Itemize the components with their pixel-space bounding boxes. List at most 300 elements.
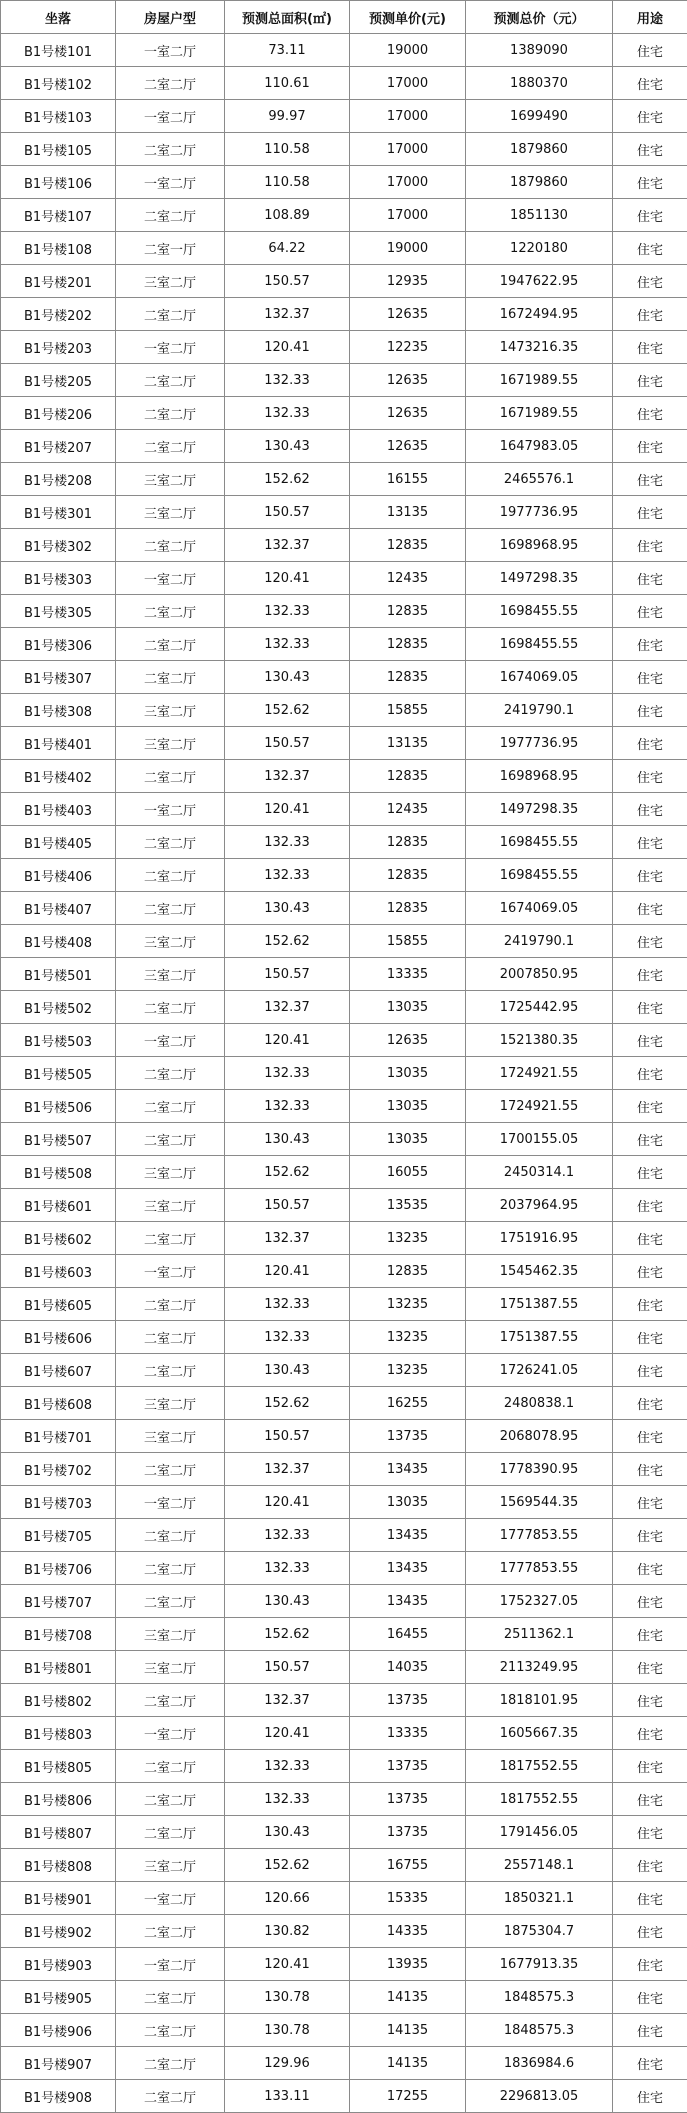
area-cell: 132.33 xyxy=(225,1057,350,1090)
header-area: 预测总面积(㎡) xyxy=(225,1,350,34)
layout-cell: 二室二厅 xyxy=(116,2014,225,2047)
unit-price-cell: 12635 xyxy=(350,397,466,430)
usage-cell: 住宅 xyxy=(613,166,687,199)
total-price-cell: 1947622.95 xyxy=(466,265,613,298)
total-price-cell: 1752327.05 xyxy=(466,1585,613,1618)
layout-cell: 二室二厅 xyxy=(116,1816,225,1849)
usage-cell: 住宅 xyxy=(613,1948,687,1981)
total-price-cell: 2419790.1 xyxy=(466,694,613,727)
unit-price-cell: 14135 xyxy=(350,1981,466,2014)
location-cell: B1号楼701 xyxy=(1,1420,116,1453)
table-body xyxy=(1,34,687,2113)
layout-cell: 一室二厅 xyxy=(116,1717,225,1750)
layout-cell: 二室二厅 xyxy=(116,1684,225,1717)
unit-price-cell: 14035 xyxy=(350,1651,466,1684)
total-price-cell: 2511362.1 xyxy=(466,1618,613,1651)
unit-price-cell: 13035 xyxy=(350,1057,466,1090)
usage-cell: 住宅 xyxy=(613,859,687,892)
table-row xyxy=(1,1585,687,1618)
unit-price-cell: 12835 xyxy=(350,529,466,562)
layout-cell: 三室二厅 xyxy=(116,463,225,496)
total-price-cell: 1848575.3 xyxy=(466,1981,613,2014)
location-cell: B1号楼105 xyxy=(1,133,116,166)
unit-price-cell: 13735 xyxy=(350,1816,466,1849)
total-price-cell: 1817552.55 xyxy=(466,1783,613,1816)
table-row xyxy=(1,958,687,991)
area-cell: 152.62 xyxy=(225,1849,350,1882)
layout-cell: 二室二厅 xyxy=(116,2047,225,2080)
location-cell: B1号楼607 xyxy=(1,1354,116,1387)
table-row xyxy=(1,1057,687,1090)
area-cell: 132.33 xyxy=(225,1321,350,1354)
location-cell: B1号楼407 xyxy=(1,892,116,925)
total-price-cell: 1818101.95 xyxy=(466,1684,613,1717)
total-price-cell: 1850321.1 xyxy=(466,1882,613,1915)
usage-cell: 住宅 xyxy=(613,1387,687,1420)
usage-cell: 住宅 xyxy=(613,1024,687,1057)
table-row xyxy=(1,397,687,430)
layout-cell: 二室二厅 xyxy=(116,991,225,1024)
usage-cell: 住宅 xyxy=(613,133,687,166)
layout-cell: 二室二厅 xyxy=(116,1552,225,1585)
unit-price-cell: 16455 xyxy=(350,1618,466,1651)
layout-cell: 二室二厅 xyxy=(116,2080,225,2113)
usage-cell: 住宅 xyxy=(613,1453,687,1486)
area-cell: 132.33 xyxy=(225,1552,350,1585)
layout-cell: 一室二厅 xyxy=(116,1948,225,1981)
unit-price-cell: 16155 xyxy=(350,463,466,496)
unit-price-cell: 13335 xyxy=(350,958,466,991)
location-cell: B1号楼806 xyxy=(1,1783,116,1816)
area-cell: 130.43 xyxy=(225,1816,350,1849)
location-cell: B1号楼903 xyxy=(1,1948,116,1981)
total-price-cell: 1879860 xyxy=(466,133,613,166)
table-row xyxy=(1,1981,687,2014)
layout-cell: 二室二厅 xyxy=(116,892,225,925)
usage-cell: 住宅 xyxy=(613,331,687,364)
usage-cell: 住宅 xyxy=(613,991,687,1024)
layout-cell: 三室二厅 xyxy=(116,1651,225,1684)
table-row xyxy=(1,2080,687,2113)
layout-cell: 三室二厅 xyxy=(116,1849,225,1882)
total-price-cell: 1497298.35 xyxy=(466,562,613,595)
table-row xyxy=(1,1189,687,1222)
unit-price-cell: 14135 xyxy=(350,2047,466,2080)
area-cell: 120.41 xyxy=(225,562,350,595)
usage-cell: 住宅 xyxy=(613,958,687,991)
area-cell: 99.97 xyxy=(225,100,350,133)
area-cell: 150.57 xyxy=(225,265,350,298)
area-cell: 130.78 xyxy=(225,2014,350,2047)
usage-cell: 住宅 xyxy=(613,826,687,859)
unit-price-cell: 13035 xyxy=(350,1123,466,1156)
location-cell: B1号楼406 xyxy=(1,859,116,892)
unit-price-cell: 12635 xyxy=(350,1024,466,1057)
location-cell: B1号楼106 xyxy=(1,166,116,199)
total-price-cell: 1791456.05 xyxy=(466,1816,613,1849)
area-cell: 120.41 xyxy=(225,1717,350,1750)
area-cell: 152.62 xyxy=(225,1156,350,1189)
area-cell: 120.41 xyxy=(225,331,350,364)
unit-price-cell: 12935 xyxy=(350,265,466,298)
layout-cell: 三室二厅 xyxy=(116,694,225,727)
usage-cell: 住宅 xyxy=(613,232,687,265)
header-total-price: 预测总价（元） xyxy=(466,1,613,34)
usage-cell: 住宅 xyxy=(613,1849,687,1882)
layout-cell: 一室二厅 xyxy=(116,1255,225,1288)
header-location: 坐落 xyxy=(1,1,116,34)
total-price-cell: 1698455.55 xyxy=(466,628,613,661)
total-price-cell: 2037964.95 xyxy=(466,1189,613,1222)
table-row xyxy=(1,34,687,67)
layout-cell: 三室二厅 xyxy=(116,265,225,298)
total-price-cell: 1777853.55 xyxy=(466,1519,613,1552)
usage-cell: 住宅 xyxy=(613,925,687,958)
table-row xyxy=(1,1849,687,1882)
table-row xyxy=(1,2047,687,2080)
layout-cell: 一室二厅 xyxy=(116,1024,225,1057)
usage-cell: 住宅 xyxy=(613,1585,687,1618)
total-price-cell: 1724921.55 xyxy=(466,1057,613,1090)
unit-price-cell: 13235 xyxy=(350,1354,466,1387)
usage-cell: 住宅 xyxy=(613,562,687,595)
usage-cell: 住宅 xyxy=(613,727,687,760)
location-cell: B1号楼306 xyxy=(1,628,116,661)
table-row xyxy=(1,199,687,232)
usage-cell: 住宅 xyxy=(613,1222,687,1255)
location-cell: B1号楼206 xyxy=(1,397,116,430)
unit-price-cell: 16755 xyxy=(350,1849,466,1882)
total-price-cell: 1817552.55 xyxy=(466,1750,613,1783)
usage-cell: 住宅 xyxy=(613,2047,687,2080)
total-price-cell: 1389090 xyxy=(466,34,613,67)
layout-cell: 三室二厅 xyxy=(116,925,225,958)
unit-price-cell: 14135 xyxy=(350,2014,466,2047)
layout-cell: 二室二厅 xyxy=(116,1123,225,1156)
usage-cell: 住宅 xyxy=(613,496,687,529)
total-price-cell: 1497298.35 xyxy=(466,793,613,826)
location-cell: B1号楼108 xyxy=(1,232,116,265)
location-cell: B1号楼908 xyxy=(1,2080,116,2113)
total-price-cell: 1777853.55 xyxy=(466,1552,613,1585)
location-cell: B1号楼402 xyxy=(1,760,116,793)
unit-price-cell: 12835 xyxy=(350,760,466,793)
unit-price-cell: 13235 xyxy=(350,1288,466,1321)
total-price-cell: 2450314.1 xyxy=(466,1156,613,1189)
layout-cell: 二室二厅 xyxy=(116,1585,225,1618)
unit-price-cell: 15855 xyxy=(350,925,466,958)
header-unit-price: 预测单价(元) xyxy=(350,1,466,34)
table-row xyxy=(1,727,687,760)
unit-price-cell: 12635 xyxy=(350,298,466,331)
table-row xyxy=(1,1156,687,1189)
unit-price-cell: 13435 xyxy=(350,1453,466,1486)
layout-cell: 一室二厅 xyxy=(116,331,225,364)
area-cell: 129.96 xyxy=(225,2047,350,2080)
total-price-cell: 1674069.05 xyxy=(466,892,613,925)
area-cell: 152.62 xyxy=(225,463,350,496)
unit-price-cell: 13735 xyxy=(350,1684,466,1717)
table-row xyxy=(1,1321,687,1354)
total-price-cell: 1671989.55 xyxy=(466,364,613,397)
layout-cell: 二室二厅 xyxy=(116,1222,225,1255)
location-cell: B1号楼905 xyxy=(1,1981,116,2014)
usage-cell: 住宅 xyxy=(613,1981,687,2014)
location-cell: B1号楼501 xyxy=(1,958,116,991)
total-price-cell: 2296813.05 xyxy=(466,2080,613,2113)
location-cell: B1号楼308 xyxy=(1,694,116,727)
layout-cell: 一室二厅 xyxy=(116,166,225,199)
layout-cell: 二室二厅 xyxy=(116,397,225,430)
area-cell: 73.11 xyxy=(225,34,350,67)
table-row xyxy=(1,1420,687,1453)
unit-price-cell: 13335 xyxy=(350,1717,466,1750)
total-price-cell: 1751916.95 xyxy=(466,1222,613,1255)
layout-cell: 一室二厅 xyxy=(116,1486,225,1519)
layout-cell: 二室二厅 xyxy=(116,1750,225,1783)
table-row xyxy=(1,1717,687,1750)
layout-cell: 一室二厅 xyxy=(116,34,225,67)
area-cell: 152.62 xyxy=(225,694,350,727)
table-row xyxy=(1,1552,687,1585)
location-cell: B1号楼901 xyxy=(1,1882,116,1915)
usage-cell: 住宅 xyxy=(613,1288,687,1321)
area-cell: 150.57 xyxy=(225,1420,350,1453)
layout-cell: 三室二厅 xyxy=(116,1420,225,1453)
layout-cell: 二室二厅 xyxy=(116,1354,225,1387)
unit-price-cell: 12835 xyxy=(350,595,466,628)
layout-cell: 二室二厅 xyxy=(116,298,225,331)
usage-cell: 住宅 xyxy=(613,1420,687,1453)
usage-cell: 住宅 xyxy=(613,1354,687,1387)
location-cell: B1号楼603 xyxy=(1,1255,116,1288)
table-row xyxy=(1,925,687,958)
table-header xyxy=(1,1,687,34)
unit-price-cell: 15855 xyxy=(350,694,466,727)
unit-price-cell: 13735 xyxy=(350,1783,466,1816)
table-row xyxy=(1,100,687,133)
location-cell: B1号楼401 xyxy=(1,727,116,760)
total-price-cell: 1700155.05 xyxy=(466,1123,613,1156)
table-row xyxy=(1,133,687,166)
layout-cell: 三室二厅 xyxy=(116,1618,225,1651)
table-row xyxy=(1,1255,687,1288)
area-cell: 130.43 xyxy=(225,430,350,463)
table-row xyxy=(1,1915,687,1948)
area-cell: 110.58 xyxy=(225,133,350,166)
location-cell: B1号楼602 xyxy=(1,1222,116,1255)
table-row xyxy=(1,1948,687,1981)
area-cell: 132.37 xyxy=(225,529,350,562)
area-cell: 132.33 xyxy=(225,628,350,661)
area-cell: 132.37 xyxy=(225,298,350,331)
layout-cell: 三室二厅 xyxy=(116,1387,225,1420)
table-row xyxy=(1,1387,687,1420)
unit-price-cell: 12835 xyxy=(350,892,466,925)
area-cell: 132.33 xyxy=(225,1519,350,1552)
location-cell: B1号楼703 xyxy=(1,1486,116,1519)
usage-cell: 住宅 xyxy=(613,694,687,727)
layout-cell: 二室二厅 xyxy=(116,628,225,661)
table-row xyxy=(1,760,687,793)
location-cell: B1号楼505 xyxy=(1,1057,116,1090)
area-cell: 132.33 xyxy=(225,595,350,628)
table-row xyxy=(1,166,687,199)
area-cell: 132.33 xyxy=(225,1288,350,1321)
usage-cell: 住宅 xyxy=(613,760,687,793)
header-usage: 用途 xyxy=(613,1,687,34)
table-row xyxy=(1,232,687,265)
layout-cell: 二室二厅 xyxy=(116,430,225,463)
unit-price-cell: 12635 xyxy=(350,430,466,463)
location-cell: B1号楼902 xyxy=(1,1915,116,1948)
location-cell: B1号楼408 xyxy=(1,925,116,958)
usage-cell: 住宅 xyxy=(613,1915,687,1948)
area-cell: 120.41 xyxy=(225,1948,350,1981)
table-row xyxy=(1,1750,687,1783)
location-cell: B1号楼503 xyxy=(1,1024,116,1057)
usage-cell: 住宅 xyxy=(613,595,687,628)
table-row xyxy=(1,892,687,925)
unit-price-cell: 15335 xyxy=(350,1882,466,1915)
table-row xyxy=(1,991,687,1024)
total-price-cell: 2007850.95 xyxy=(466,958,613,991)
total-price-cell: 1698455.55 xyxy=(466,859,613,892)
table-row xyxy=(1,793,687,826)
location-cell: B1号楼101 xyxy=(1,34,116,67)
total-price-cell: 1724921.55 xyxy=(466,1090,613,1123)
layout-cell: 二室二厅 xyxy=(116,595,225,628)
layout-cell: 三室二厅 xyxy=(116,727,225,760)
location-cell: B1号楼906 xyxy=(1,2014,116,2047)
layout-cell: 二室一厅 xyxy=(116,232,225,265)
unit-price-cell: 13235 xyxy=(350,1222,466,1255)
table-row xyxy=(1,67,687,100)
table-row xyxy=(1,463,687,496)
usage-cell: 住宅 xyxy=(613,628,687,661)
layout-cell: 二室二厅 xyxy=(116,1519,225,1552)
location-cell: B1号楼702 xyxy=(1,1453,116,1486)
usage-cell: 住宅 xyxy=(613,100,687,133)
unit-price-cell: 13435 xyxy=(350,1585,466,1618)
table-row xyxy=(1,1222,687,1255)
location-cell: B1号楼707 xyxy=(1,1585,116,1618)
total-price-cell: 1725442.95 xyxy=(466,991,613,1024)
usage-cell: 住宅 xyxy=(613,463,687,496)
total-price-cell: 1977736.95 xyxy=(466,727,613,760)
table-row xyxy=(1,826,687,859)
location-cell: B1号楼507 xyxy=(1,1123,116,1156)
unit-price-cell: 13735 xyxy=(350,1420,466,1453)
location-cell: B1号楼302 xyxy=(1,529,116,562)
usage-cell: 住宅 xyxy=(613,1882,687,1915)
table-row xyxy=(1,2014,687,2047)
location-cell: B1号楼808 xyxy=(1,1849,116,1882)
usage-cell: 住宅 xyxy=(613,1783,687,1816)
usage-cell: 住宅 xyxy=(613,661,687,694)
total-price-cell: 1778390.95 xyxy=(466,1453,613,1486)
area-cell: 150.57 xyxy=(225,958,350,991)
unit-price-cell: 13035 xyxy=(350,1090,466,1123)
table-row xyxy=(1,1090,687,1123)
area-cell: 132.37 xyxy=(225,991,350,1024)
location-cell: B1号楼208 xyxy=(1,463,116,496)
layout-cell: 二室二厅 xyxy=(116,133,225,166)
unit-price-cell: 13135 xyxy=(350,727,466,760)
area-cell: 132.33 xyxy=(225,1750,350,1783)
layout-cell: 二室二厅 xyxy=(116,1915,225,1948)
area-cell: 152.62 xyxy=(225,1618,350,1651)
area-cell: 130.43 xyxy=(225,1123,350,1156)
total-price-cell: 1851130 xyxy=(466,199,613,232)
usage-cell: 住宅 xyxy=(613,1321,687,1354)
usage-cell: 住宅 xyxy=(613,1057,687,1090)
table-row xyxy=(1,529,687,562)
unit-price-cell: 12435 xyxy=(350,793,466,826)
usage-cell: 住宅 xyxy=(613,1618,687,1651)
location-cell: B1号楼801 xyxy=(1,1651,116,1684)
usage-cell: 住宅 xyxy=(613,67,687,100)
area-cell: 132.33 xyxy=(225,397,350,430)
usage-cell: 住宅 xyxy=(613,1519,687,1552)
layout-cell: 一室二厅 xyxy=(116,1882,225,1915)
table-row xyxy=(1,1486,687,1519)
table-row xyxy=(1,496,687,529)
usage-cell: 住宅 xyxy=(613,1123,687,1156)
total-price-cell: 1672494.95 xyxy=(466,298,613,331)
location-cell: B1号楼205 xyxy=(1,364,116,397)
table-row xyxy=(1,661,687,694)
unit-price-cell: 13235 xyxy=(350,1321,466,1354)
area-cell: 120.41 xyxy=(225,1024,350,1057)
total-price-cell: 1473216.35 xyxy=(466,331,613,364)
unit-price-cell: 19000 xyxy=(350,232,466,265)
location-cell: B1号楼502 xyxy=(1,991,116,1024)
usage-cell: 住宅 xyxy=(613,1552,687,1585)
layout-cell: 二室二厅 xyxy=(116,199,225,232)
unit-price-cell: 13035 xyxy=(350,1486,466,1519)
usage-cell: 住宅 xyxy=(613,1486,687,1519)
unit-price-cell: 13535 xyxy=(350,1189,466,1222)
area-cell: 130.43 xyxy=(225,1585,350,1618)
unit-price-cell: 13735 xyxy=(350,1750,466,1783)
layout-cell: 二室二厅 xyxy=(116,1090,225,1123)
usage-cell: 住宅 xyxy=(613,430,687,463)
area-cell: 130.43 xyxy=(225,1354,350,1387)
unit-price-cell: 16255 xyxy=(350,1387,466,1420)
location-cell: B1号楼102 xyxy=(1,67,116,100)
area-cell: 110.61 xyxy=(225,67,350,100)
layout-cell: 三室二厅 xyxy=(116,496,225,529)
area-cell: 132.33 xyxy=(225,1090,350,1123)
usage-cell: 住宅 xyxy=(613,1156,687,1189)
area-cell: 110.58 xyxy=(225,166,350,199)
area-cell: 130.82 xyxy=(225,1915,350,1948)
area-cell: 120.66 xyxy=(225,1882,350,1915)
usage-cell: 住宅 xyxy=(613,34,687,67)
table-row xyxy=(1,265,687,298)
total-price-cell: 1698968.95 xyxy=(466,760,613,793)
location-cell: B1号楼207 xyxy=(1,430,116,463)
location-cell: B1号楼803 xyxy=(1,1717,116,1750)
location-cell: B1号楼608 xyxy=(1,1387,116,1420)
area-cell: 132.33 xyxy=(225,826,350,859)
area-cell: 132.33 xyxy=(225,859,350,892)
unit-price-cell: 17000 xyxy=(350,166,466,199)
table-row xyxy=(1,1684,687,1717)
layout-cell: 三室二厅 xyxy=(116,1156,225,1189)
usage-cell: 住宅 xyxy=(613,1717,687,1750)
